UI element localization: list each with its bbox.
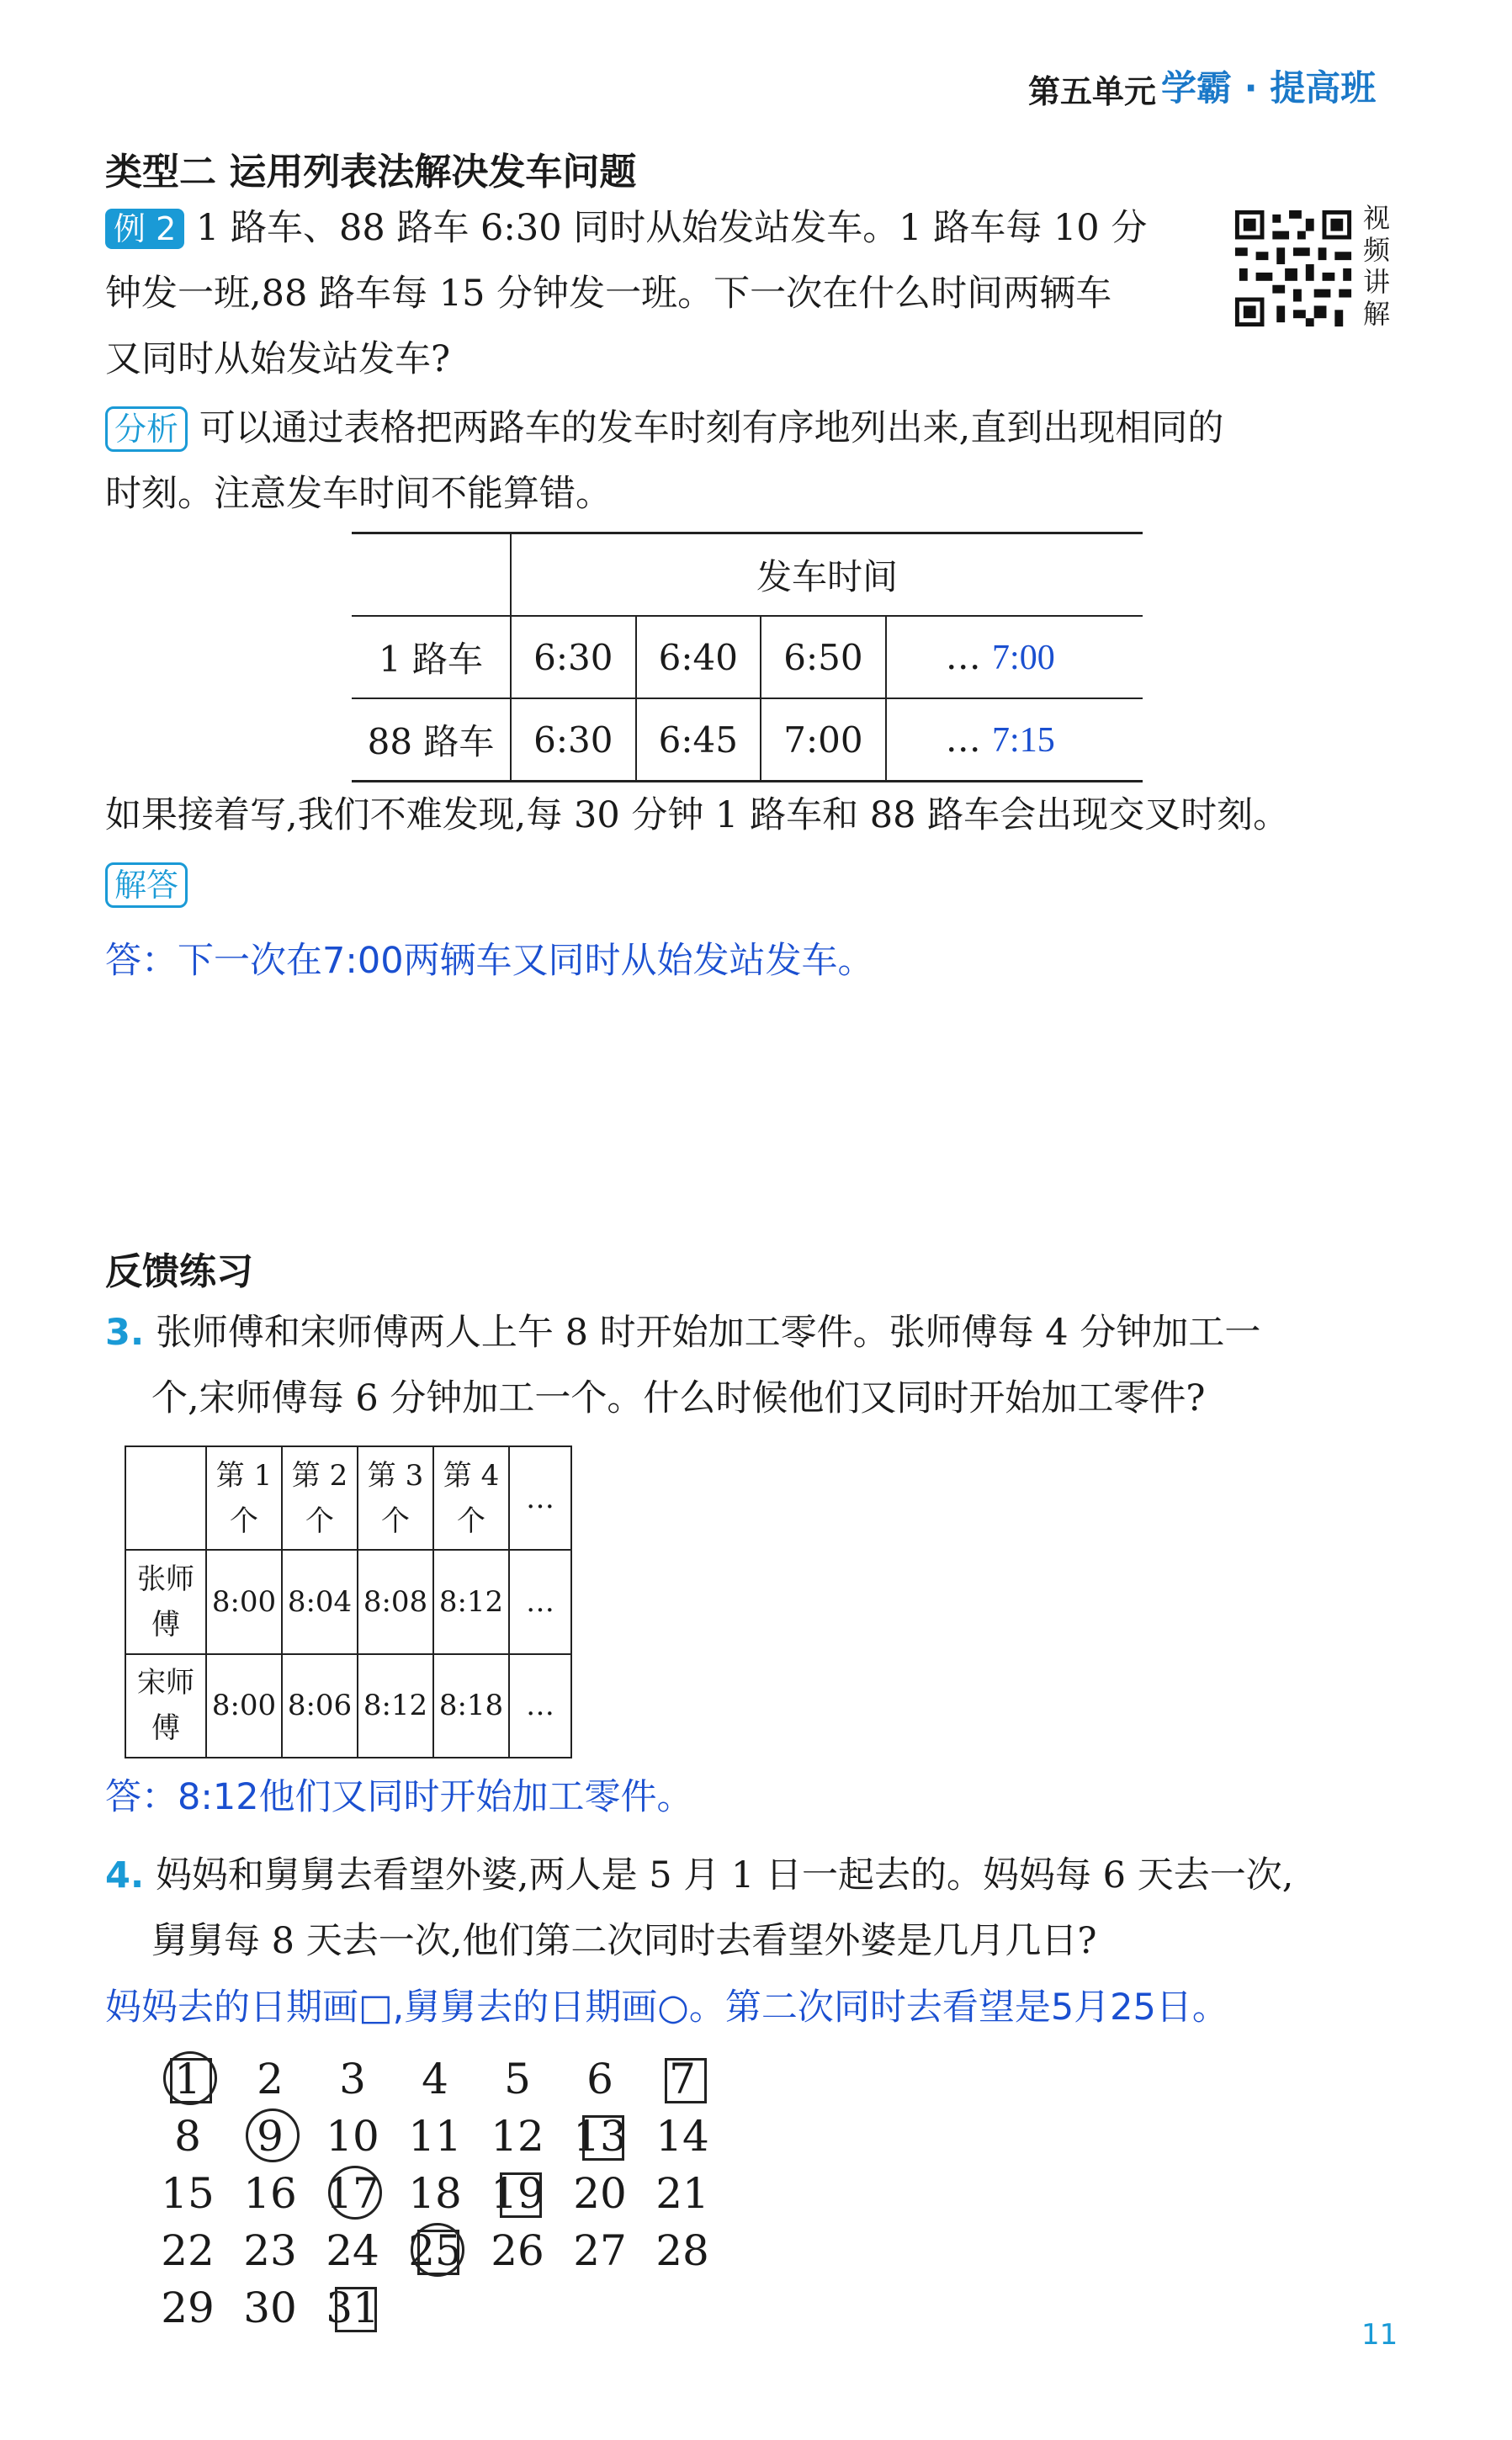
- brand-logo: 学霸 · 提高班: [1161, 67, 1377, 109]
- calendar-day: 2: [257, 2055, 284, 2103]
- filled-answer: 7:00: [992, 639, 1055, 677]
- table-conclusion: 如果接着写,我们不难发现,每 30 分钟 1 路车和 88 路车会出现交叉时刻。: [105, 794, 1290, 836]
- calendar-day: 20: [573, 2169, 627, 2218]
- qr-label: 视频讲解: [1363, 202, 1391, 330]
- question-text-line1: 张师傅和宋师傅两人上午 8 时开始加工零件。张师傅每 4 分钟加工一: [155, 1312, 1261, 1354]
- solution-answer: 答：下一次在7:00两辆车又同时从始发站发车。: [105, 940, 874, 982]
- time-cell: 6:30: [511, 616, 636, 698]
- ellipsis: …: [945, 636, 981, 677]
- table-header-cell: 第 4 个: [433, 1446, 509, 1550]
- square-mark: [170, 2058, 212, 2103]
- calendar-day: 11: [408, 2112, 462, 2161]
- calendar-day: 8: [174, 2112, 201, 2161]
- calendar-day: 12: [491, 2112, 544, 2161]
- time-cell: 6:50: [761, 616, 886, 698]
- calendar-day: 29: [161, 2284, 215, 2332]
- question-text-line1: 妈妈和舅舅去看望外婆,两人是 5 月 1 日一起去的。妈妈每 6 天去一次,: [155, 1854, 1294, 1896]
- calendar-day: 6: [586, 2055, 613, 2103]
- route-name: 1 路车: [352, 616, 511, 698]
- table-row: [125, 1550, 571, 1653]
- question-4: [105, 1843, 1409, 1974]
- time-cell: 8:06: [282, 1654, 358, 1758]
- calendar-day: 5: [504, 2055, 531, 2103]
- calendar-day: 7: [669, 2055, 696, 2103]
- example-block: [105, 195, 1224, 392]
- worker-name: 张师 傅: [125, 1550, 206, 1653]
- example-text-line2: 钟发一班,88 路车每 15 分钟发一班。下一次在什么时间两辆车: [105, 273, 1112, 315]
- table-header-cell: 第 2 个: [282, 1446, 358, 1550]
- calendar-day: 10: [326, 2112, 379, 2161]
- q3-answer: 答：8:12他们又同时开始加工零件。: [105, 1776, 693, 1818]
- unit-label: 第五单元: [1028, 73, 1157, 110]
- example-tag: 例 2: [105, 209, 184, 249]
- calendar-day: 15: [161, 2169, 215, 2218]
- table-header-cell: 第 1 个: [206, 1446, 282, 1550]
- table-header: 发车时间: [511, 533, 1143, 617]
- time-cell: 6:30: [511, 698, 636, 782]
- time-cell: 6:40: [636, 616, 761, 698]
- square-mark: [582, 2115, 624, 2161]
- table-row: [125, 1446, 571, 1550]
- analysis-text-line2: 时刻。注意发车时间不能算错。: [105, 473, 612, 515]
- ellipsis: …: [945, 719, 981, 760]
- example-text-line1: 1 路车、88 路车 6:30 同时从始发站发车。1 路车每 10 分: [195, 207, 1148, 249]
- calendar-day: 31: [326, 2284, 379, 2332]
- table-header-cell: 第 3 个: [358, 1446, 433, 1550]
- circle-mark: [328, 2166, 382, 2220]
- calendar-day: 22: [161, 2226, 215, 2275]
- question-3: [105, 1300, 1409, 1431]
- calendar-day: 21: [655, 2169, 709, 2218]
- qr-code-icon: [1230, 206, 1356, 331]
- filled-answer: 7:15: [992, 721, 1055, 760]
- calendar-day: 9: [257, 2112, 284, 2161]
- solution-tag-wrap: [105, 862, 188, 908]
- time-cell: 8:00: [206, 1654, 282, 1758]
- route-name: 88 路车: [352, 698, 511, 782]
- calendar-day: 28: [655, 2226, 709, 2275]
- calendar-day: 24: [326, 2226, 379, 2275]
- analysis-text-line1: 可以通过表格把两路车的发车时刻有序地列出来,直到出现相同的: [199, 407, 1224, 449]
- ellipsis: …: [509, 1446, 571, 1550]
- table-row: [352, 698, 1143, 782]
- time-cell: 8:12: [358, 1654, 433, 1758]
- calendar-day: 4: [422, 2055, 448, 2103]
- circle-mark: [246, 2108, 300, 2162]
- question-number: 4.: [105, 1854, 145, 1896]
- time-cell: 8:08: [358, 1550, 433, 1653]
- square-mark: [417, 2230, 459, 2275]
- ellipsis: …: [509, 1654, 571, 1758]
- calendar-day: 25: [408, 2226, 462, 2275]
- time-cell: 8:00: [206, 1550, 282, 1653]
- question-text-line2: 舅舅每 8 天去一次,他们第二次同时去看望外婆是几月几日?: [151, 1920, 1097, 1962]
- worker-name: 宋师 傅: [125, 1654, 206, 1758]
- time-cell: 8:04: [282, 1550, 358, 1653]
- square-mark: [665, 2058, 707, 2103]
- feedback-title: 反馈练习: [105, 1250, 253, 1293]
- square-mark: [500, 2172, 542, 2218]
- square-mark: [335, 2287, 377, 2332]
- time-cell: 7:00: [761, 698, 886, 782]
- question-number: 3.: [105, 1312, 145, 1354]
- calendar-day: 23: [243, 2226, 297, 2275]
- calendar-day: 30: [243, 2284, 297, 2332]
- calendar-day: 19: [491, 2169, 544, 2218]
- time-cell: 6:45: [636, 698, 761, 782]
- calendar-day: 27: [573, 2226, 627, 2275]
- calendar-day: 26: [491, 2226, 544, 2275]
- calendar-day: 1: [174, 2055, 201, 2103]
- analysis-block: [105, 395, 1409, 527]
- time-cell-continued: [886, 616, 1143, 698]
- question-text-line2: 个,宋师傅每 6 分钟加工一个。什么时候他们又同时开始加工零件?: [151, 1377, 1206, 1419]
- calendar-day: 3: [339, 2055, 366, 2103]
- calendar-day: 18: [408, 2169, 462, 2218]
- analysis-tag: 分析: [105, 406, 188, 452]
- calendar-day: 16: [243, 2169, 297, 2218]
- time-cell-continued: [886, 698, 1143, 782]
- qr-code[interactable]: [1230, 206, 1356, 331]
- table-row: [125, 1654, 571, 1758]
- ellipsis: …: [509, 1550, 571, 1653]
- section-title: 类型二 运用列表法解决发车问题: [105, 151, 637, 194]
- solution-tag: 解答: [105, 862, 188, 908]
- calendar-grid: [158, 2053, 730, 2356]
- work-table: [125, 1445, 572, 1758]
- q4-answer: 妈妈去的日期画□,舅舅去的日期画○。第二次同时去看望是5月25日。: [105, 1986, 1228, 2029]
- table-row: [352, 616, 1143, 698]
- example-text-line3: 又同时从始发站发车?: [105, 338, 451, 380]
- page-number: 11: [1361, 2318, 1398, 2352]
- table-row: [352, 533, 1143, 617]
- calendar-day: 14: [655, 2112, 709, 2161]
- time-cell: 8:18: [433, 1654, 509, 1758]
- time-cell: 8:12: [433, 1550, 509, 1653]
- calendar-day: 17: [326, 2169, 379, 2218]
- departure-table: [352, 532, 1143, 782]
- calendar-day: 13: [573, 2112, 627, 2161]
